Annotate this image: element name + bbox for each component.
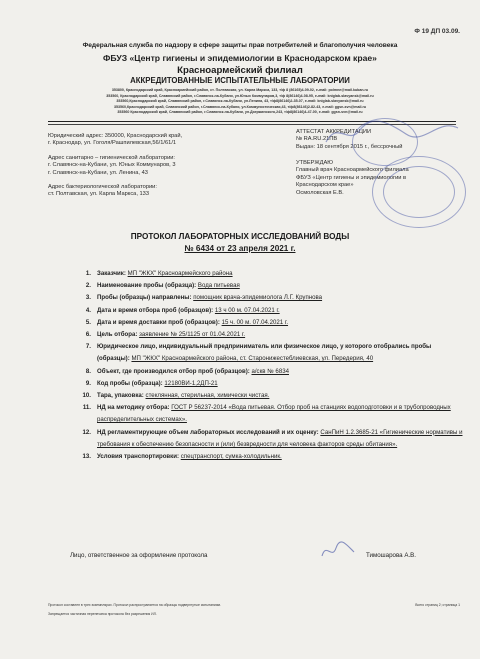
item-regulations: 12. НД регламентирующие объем лабораторных исследований и их оценку: СанПиН 1.2.3685-21 «Гигиенические нормативы и требования к обеспечению безопасности и (или) безвредности для человека факторов среды обитания». xyxy=(82,428,463,448)
signature-approver xyxy=(318,112,468,152)
official-seal-inner-ring xyxy=(383,166,455,218)
item-sampled-entity: 7. Юридическое лицо, индивидуальный предприниматель или физическое лицо, у которого отобрались пробы (образцы): МП "ЖКХ" Красноармейского района, ст. Старонижестеблиевская, ул. Передерия, 40 xyxy=(85,343,432,363)
laboratory-name: АККРЕДИТОВАННЫЕ ИСПЫТАТЕЛЬНЫЕ ЛАБОРАТОРИИ xyxy=(130,76,350,85)
accreditation-certificate: АТТЕСТАТ АККРЕДИТАЦИИ № RA.RU.21ПВ Выдан: 18 сентября 2015 г., бессрочный xyxy=(296,129,403,150)
protocol-items xyxy=(78,268,464,463)
contact-line: 353560,Краснодарский край, Славянский район, г.Славянск-на-Кубани, ул.Коммунистическая,43, т/ф8(86146)2-82-43, e-mail: ggsn-svn@mail.ru xyxy=(113,104,367,109)
protocol-number: № 6434 от 23 апреля 2021 г. xyxy=(184,244,296,253)
agency-name: Федеральная служба по надзору в сфере защиты прав потребителей и благополучия человека xyxy=(82,42,398,49)
item-sampling-date: 4. Дата и время отбора проб (образцов): 13 ч 00 м. 07.04.2021 г. xyxy=(85,306,280,314)
organization-name: ФБУЗ «Центр гигиены и эпидемиологии в Краснодарском крае» xyxy=(103,53,377,63)
approval-block: УТВЕРЖДАЮ Главный врач Красноармейского филиала ФБУЗ «Центр гигиены и эпидемиологии в Краснодарском крае» Осмоловская Е.В. xyxy=(296,160,409,196)
contact-line: 353560,Краснодарский край, Славянский район, г.Славянск-на-Кубани, ул.Ленина, 43, т/ф8(86146)2-35-07, e-mail: kniglab-slavyansk@mail.ru xyxy=(116,99,364,103)
bacterio-lab-address: Адрес бактериологической лаборатории: ст. Полтавская, ул. Карла Маркса, 133 xyxy=(48,184,157,198)
item-customer: 1. Заказчик: МП "ЖКХ" Красноармейского района xyxy=(85,270,233,277)
item-sent-by: 3. Пробы (образцы) направлены: помощник врача-эпидемиолога Л.Г. Крупнова xyxy=(85,294,323,302)
item-purpose: 6. Цель отбора: заявление № 25/1125 от 01.04.2021 г. xyxy=(85,331,246,339)
footer-note: Протокол составлен в трех экземплярах. Протокол распространяется на образцы подвергнутые испытаниям. xyxy=(48,603,221,607)
item-delivery-date: 5. Дата и время доставки проб (образцов): 15 ч. 00 м. 07.04.2021 г. xyxy=(85,318,289,326)
item-transport: 13. Условия транспортировки: спецтранспорт, сумка-холодильник. xyxy=(82,453,282,461)
contact-line: 353560 Краснодарский край, Славянский район, г.Славянск-на-Кубани, ул.Дзержинского,243, т/ф8(86146)4-47-00, e-mail: ggsn-svn@mail.ru xyxy=(117,110,363,114)
signature-responsible xyxy=(318,540,358,562)
item-packaging: 10. Тара, упаковка: стеклянная, стерильная, химически чистая. xyxy=(82,392,270,400)
branch-name: Красноармейский филиал xyxy=(177,65,303,76)
page-counter: Всего страниц 2; страница 1 xyxy=(415,603,460,607)
responsible-name: Тимошарова А.В. xyxy=(366,552,417,559)
item-sample-code: 9. Код пробы (образца): 12180ВИ-1,2ДП-21 xyxy=(85,379,218,387)
form-code: Ф 19 ДП 03.09. xyxy=(414,28,460,35)
responsible-label: Лицо, ответственное за оформление протокола xyxy=(70,552,208,559)
footer-restriction: Запрещается частичная перепечатка протокола без разрешения ИЛ. xyxy=(48,612,157,616)
contact-line: 353560, Краснодарский край, Славянский район, г.Славянск-на-Кубани, ул.Юных Коммунаров,3, т/ф 8(86146)4-08-95, e-mail: kniglab-slavyansk@mail.ru xyxy=(106,93,374,98)
item-sampling-object: 8. Объект, где производился отбор проб (образцов): а/скв № 6834 xyxy=(85,367,289,375)
item-sampling-method: 11. НД на методику отбора: ГОСТ Р 56237-2014 «Вода питьевая. Отбор проб на станциях водоподготовки и в трубопроводных распределительных системах». xyxy=(82,404,451,424)
item-sample-name: 2. Наименование пробы (образца): Вода питьевая xyxy=(85,282,240,290)
protocol-title: ПРОТОКОЛ ЛАБОРАТОРНЫХ ИССЛЕДОВАНИЙ ВОДЫ xyxy=(130,232,350,241)
sanitary-lab-address: Адрес санитарно – гигиенической лаборатории: г. Славянск-на-Кубани, ул. Юных Коммунаров, 3 г. Славянск-на-Кубани, ул. Ленина, 43 xyxy=(48,155,176,176)
legal-address: Юридический адрес: 350000, Краснодарский край, г. Краснодар, ул. Гоголя/Рашпилевская,56/1/61/1 xyxy=(48,133,183,147)
contact-line: 353800, Краснодарский край, Красноармейский район, ст. Полтавская, ул. Карла Маркса, 133, т/ф 8 (86165)4-09-02, e-mail: polmne@mail.kuban.ru xyxy=(111,88,369,92)
